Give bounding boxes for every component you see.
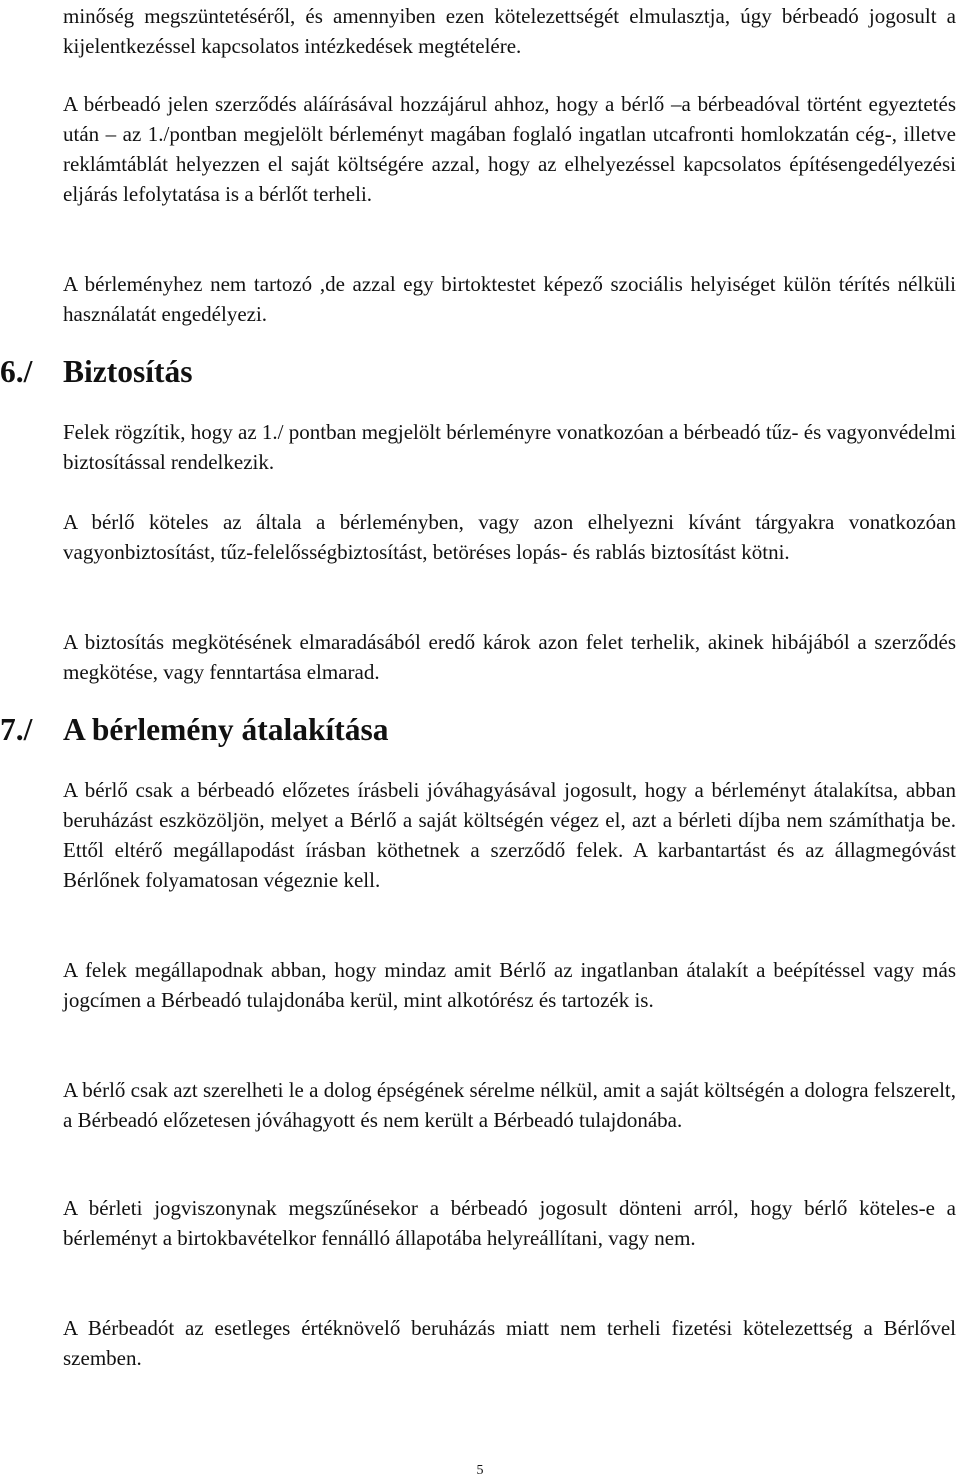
section-7-heading bbox=[0, 712, 956, 747]
section-7-paragraph-4: A bérleti jogviszonynak megszűnésekor a bérbeadó jogosult dönteni arról, hogy bérlő köteles-e a bérleményt a birtokbavételkor fennálló állapotába helyreállítani, vagy nem. bbox=[63, 1196, 956, 1250]
section-7-paragraph-1: A bérlő csak a bérbeadó előzetes írásbeli jóváhagyásával jogosult, hogy a bérleményt átalakítsa, abban beruházást eszközöljön, melyet a Bérlő a saját költségén végez el, azt a bérleti díjba nem számíthatja be. Ettől eltérő megállapodást írásban köthetnek a szerződő felek. A karbantartást és az állagmegóvást Bérlőnek folyamatosan végeznie kell. bbox=[63, 778, 956, 892]
section-7-number: 7./ bbox=[0, 712, 33, 747]
section-6-heading bbox=[0, 354, 956, 389]
section-7-paragraph-5: A Bérbeadót az esetleges értéknövelő beruházás miatt nem terheli fizetési kötelezettség a Bérlővel szemben. bbox=[63, 1316, 956, 1370]
section-6-paragraph-1: Felek rögzítik, hogy az 1./ pontban megjelölt bérleményre vonatkozóan a bérbeadó tűz- és vagyonvédelmi biztosítással rendelkezik. bbox=[63, 420, 956, 474]
paragraph-continuation: minőség megszüntetéséről, és amennyiben ezen kötelezettségét elmulasztja, úgy bérbeadó jogosult a kijelentkezéssel kapcsolatos intézkedések megtételére. bbox=[63, 4, 956, 58]
paragraph-signage-consent: A bérbeadó jelen szerződés aláírásával hozzájárul ahhoz, hogy a bérlő –a bérbeadóval történt egyeztetés után – az 1./pontban megjelölt bérleményt magában foglaló ingatlan utcafronti homlokzatán cég-, illetve reklámtáblát helyezzen el saját költségére azzal, hogy az elhelyezéssel kapcsolatos építésengedélyezési eljárás lefolytatása is a bérlőt terheli. bbox=[63, 92, 956, 206]
paragraph-social-room: A bérleményhez nem tartozó ,de azzal egy birtoktestet képező szociális helyiséget külön térítés nélküli használatát engedélyezi. bbox=[63, 272, 956, 326]
section-6-title: Biztosítás bbox=[63, 354, 193, 389]
page-number: 5 bbox=[476, 1463, 484, 1478]
section-6-paragraph-3: A biztosítás megkötésének elmaradásából eredő károk azon felet terhelik, akinek hibájából a szerződés megkötése, vagy fenntartása elmarad. bbox=[63, 630, 956, 684]
section-7-paragraph-2: A felek megállapodnak abban, hogy mindaz amit Bérlő az ingatlanban átalakít a beépítéssel vagy más jogcímen a Bérbeadó tulajdonába kerül, mint alkotórész és tartozék is. bbox=[63, 958, 956, 1012]
section-7-title: A bérlemény átalakítása bbox=[63, 712, 389, 747]
section-6-paragraph-2: A bérlő köteles az általa a bérleményben, vagy azon elhelyezni kívánt tárgyakra vonatkozóan vagyonbiztosítást, tűz-felelősségbiztosítást, betöréses lopás- és rablás biztosítást kötni. bbox=[63, 510, 956, 564]
section-7-paragraph-3: A bérlő csak azt szerelheti le a dolog épségének sérelme nélkül, amit a saját költségén a dologra felszerelt, a Bérbeadó előzetesen jóváhagyott és nem került a Bérbeadó tulajdonába. bbox=[63, 1078, 956, 1132]
section-6-number: 6./ bbox=[0, 354, 33, 389]
